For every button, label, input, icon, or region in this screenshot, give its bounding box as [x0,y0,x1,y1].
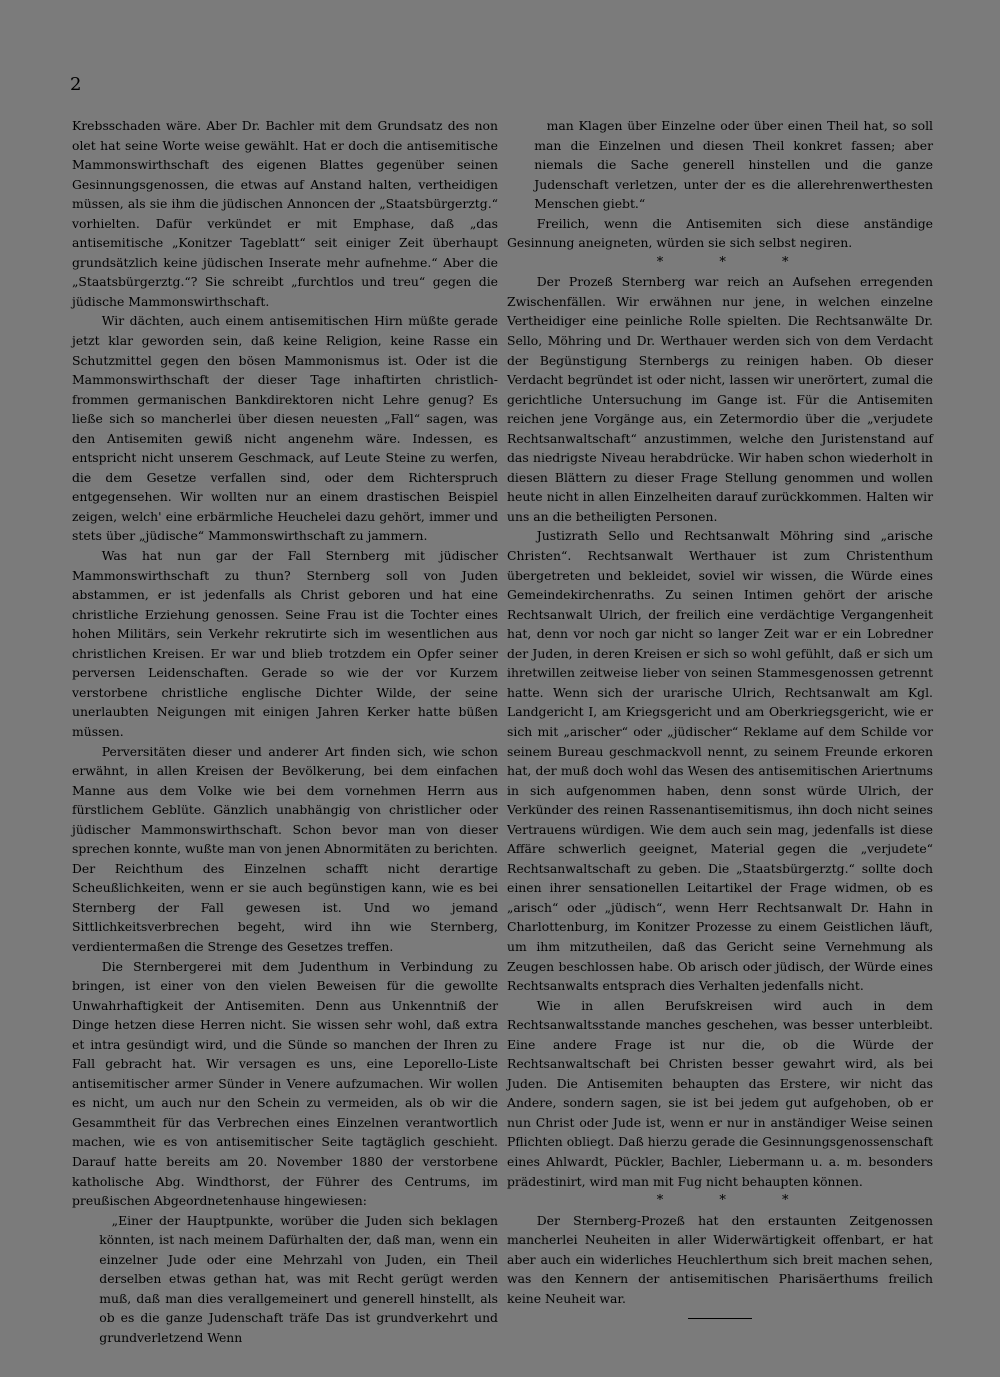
quote-paragraph: man Klagen über Einzelne oder über einen Theil hat, so soll man die Einzelnen und diesen Theil konkret fassen; aber niemals die Sache generell hinstellen und die ganze Judenschaft verletzen, unter der es die allerehrenwerthesten Menschen giebt.“ [534,118,933,212]
paragraph: Wir dächten, auch einem antisemitischen Hirn müßte gerade jetzt klar geworden sein, daß keine Religion, keine Rasse ein Schutzmittel gegen den bösen Mammonismus ist. Oder ist die Mammonswirthschaft der dieser Tage inhaftirten christlich-frommen germanischen Bankdirektoren nicht Lehre genug? Es ließe sich so mancherlei über diesen neuesten „Fall“ sagen, was den Antisemiten gewiß nicht angenehm wäre. Indessen, es entspricht nicht unserem Geschmack, auf Leute Steine zu werfen, die dem Gesetze verfallen sind, oder dem Richterspruch entgegensehen. Wir wollten nur an einem drastischen Beispiel zeigen, welch' eine erbärmliche Heuchelei dazu gehört, immer und stets über „jüdische“ Mammonswirthschaft zu jammern. [72,313,498,544]
page-number: 2 [70,74,82,95]
paragraph: Was hat nun gar der Fall Sternberg mit jüdischer Mammonswirthschaft zu thun? Sternberg soll von Juden abstammen, er ist jedenfalls als Christ geboren und hat eine christliche Erziehung genossen. Seine Frau ist die Tochter eines hohen Militärs, sein Verkehr rekrutirte sich im wesentlichen aus christlichen Kreisen. Er war und blieb trotzdem ein Opfer seiner perversen Leidenschaften. Gerade so wie der vor Kurzem verstorbene christliche englische Dichter Wilde, der seine unerlaubten Neigungen mit einigen Jahren Kerker hatte büßen müssen. [72,548,498,739]
paragraph: Der Sternberg-Prozeß hat den erstaunten Zeitgenossen mancherlei Neuheiten in aller Widerwärtigkeit offenbart, er hat aber auch ein widerliches Heuchlerthum sich breit machen sehen, was den Kennern der antisemitischen Pharisäerthums freilich keine Neuheit war. [507,1212,933,1306]
paragraph: Wie in allen Berufskreisen wird auch in dem Rechtsanwaltsstande manches geschehen, was besser unterbleibt. Eine andere Frage ist nur die, ob die Würde der Rechtsanwaltschaft bei Christen besser gewahrt wird, als bei Juden. Die Antisemiten behaupten das Erstere, wir nicht das Andere, sondern sagen, sie ist bei jedem gut aufgehoben, ob er nun Christ oder Jude ist, wenn er nur in anständiger Weise seinen Pflichten obliegt. Daß hierzu gerade die Gesinnungsgenossenschaft eines Ahlwardt, Pückler, Bachler, Liebermann u. a. m. besonders prädestinirt, wird man mit Fug nicht behaupten können. [507,997,934,1189]
paragraph: Perversitäten dieser und anderer Art finden sich, wie schon erwähnt, in allen Kreisen der Bevölkerung, bei dem einfachen Manne aus dem Volke wie bei dem vornehmen Herrn aus fürstlichem Geblüte. Gänzlich unabhängig von christlicher oder jüdischer Mammonswirthschaft. Schon bevor man von dieser sprechen konnte, wußte man von jenen Abnormitäten zu berichten. Der Reichthum des Einzelnen schafft nicht derartige Scheußlichkeiten, wenn er sie auch begünstigen kann, wie es bei Sternberg der Fall gewesen ist. Und wo jemand Sittlichkeitsverbrechen begeht, wird ihn wie Sternberg, verdientermaßen die Strenge des Gesetzes treffen. [72,743,498,954]
paragraph: Der Prozeß Sternberg war reich an Aufsehen erregenden Zwischenfällen. Wir erwähnen nur jene, in welchen einzelne Vertheidiger eine peinliche Rolle spielten. Die Rechtsanwälte Dr. Sello, Möhring und Dr. Werthauer werden sich von dem Verdacht der Begünstigung Sternbergs zu reinigen haben. Ob dieser Verdacht begründet ist oder nicht, lassen wir unerörtert, zumal die gerichtliche Untersuchung im Gange ist. Für die Antisemiten reichen jene Vorgänge aus, ein Zetermordio über die „verjudete Rechtsanwaltschaft“ anzustimmen, welche den Juristenstand auf das niedrigste Niveau herabdrücke. Wir haben schon wiederholt in diesen Blättern zu dieser Frage Stellung genommen und wollen heute nicht in allen Einzelheiten darauf zurückkommen. Halten wir uns an die betheiligten Personen. [507,274,933,524]
right-column [507,116,933,1319]
section-separator: * * * [656,1193,815,1209]
paragraph: Justizrath Sello und Rechtsanwalt Möhring sind „arische Christen“. Rechtsanwalt Werthauer ist zum Christenthum übergetreten und bekleidet, soviel wir wissen, die Würde eines Gemeindekirchenraths. Zu seinen Intimen gehört der arische Rechtsanwalt Ulrich, der freilich eine verdächtige Vergangenheit hat, denn vor noch gar nicht so langer Zeit war er ein Lobredner der Juden, in deren Kreisen er sich so wohl gefühlt, daß er sich um ihretwillen zeitweise lieber von seinen Stammesgenossen getrennt hatte. Wenn sich der urarische Ulrich, Rechtsanwalt am Kgl. Landgericht I, am Kriegsgericht und am Oberkriegsgericht, wie er sich mit „arischer“ oder „jüdischer“ Reklame auf dem Schilde vor seinem Bureau geschmackvoll nennt, zu seinem Freunde erkoren hat, der muß doch wohl das Wesen des antisemitischen Ariertnums in sich aufgenommen haben, denn sonst würde Ulrich, der Verkünder des reinen Rassenantisemitismus, ihn doch nicht seines Vertrauens würdigen. Wie dem auch sein mag, jedenfalls ist diese Affäre schwerlich geeignet, Material gegen die „verjudete“ Rechtsanwaltschaft zu geben. Die „Staatsbürgerztg.“ sollte doch einen ihrer sensationellen Leitartikel der Frage widmen, ob es „arisch“ oder „jüdisch“, wenn Herr Rechtsanwalt Dr. Hahn in Charlottenburg, im Konitzer Prozesse zu einem Geistlichen läuft, um ihm mitzutheilen, daß das Gericht seine Vernehmung als Zeugen beschlossen habe. Ob arisch oder jüdisch, der Würde eines Rechtsanwalts entsprach dies Verhalten jedenfalls nicht. [507,528,933,994]
section-separator: * * * [656,254,815,270]
paragraph: Die Sternbergerei mit dem Judenthum in Verbindung zu bringen, ist einer von den vielen Beweisen für die gewollte Unwahrhaftigkeit der Antisemiten. Denn aus Unkenntniß der Dinge hetzen diese Herren nicht. Sie wissen sehr wohl, daß extra et intra gesündigt wird, und die Sünde so manchen der Ihren zu Fall gebracht hat. Wir versagen es uns, eine Leporello-Liste antisemitischer armer Sünder in Venere aufzumachen. Wir wollen es nicht, um auch nur den Schein zu vermeiden, als ob wir die Gesammtheit für das Verbrechen eines Einzelnen verantwortlich machen, wie es von antisemitischer Seite tagtäglich geschieht. Darauf hatte bereits am 20. November 1880 der verstorbene katholische Abg. Windthorst, der Führer des Centrums, im preußischen Abgeordnetenhause hingewiesen: [72,958,498,1209]
paragraph: Krebsschaden wäre. Aber Dr. Bachler mit dem Grundsatz des non olet hat seine Worte weise gewählt. Hat er doch die antisemitische Mammonswirthschaft des eigenen Blattes gegenüber seinen Gesinnungsgenossen, die etwas auf Anstand halten, vertheidigen müssen, als sie ihm die jüdischen Annoncen der „Staatsbürgerztg.“ vorhielten. Dafür verkündet er mit Emphase, daß „das antisemitische „Konitzer Tageblatt“ seit einiger Zeit überhaupt grundsätzlich keine jüdischen Inserate mehr aufnehme.“ Aber die „Staatsbürgerztg.“? Sie schreibt „furchtlos und treu“ gegen die jüdische Mammonswirthschaft. [72,118,498,309]
right-column-body [507,116,933,1308]
end-rule [688,1318,752,1319]
quote-paragraph: „Einer der Hauptpunkte, worüber die Juden sich beklagen könnten, ist nach meinem Dafürhalten der, daß man, wenn ein einzelner Jude oder eine Mehrzahl von Juden, ein Theil derselben etwas gethan hat, was mit Recht gerügt werden muß, daß man dies verallgemeinert und generell hinstellt, als ob es die ganze Judenschaft träfe Das ist grundverkehrt und grundverletzend Wenn [99,1212,498,1345]
paragraph: Freilich, wenn die Antisemiten sich diese anständige Gesinnung aneigneten, würden sie sich selbst negiren. [507,215,933,251]
left-column [72,116,498,1347]
